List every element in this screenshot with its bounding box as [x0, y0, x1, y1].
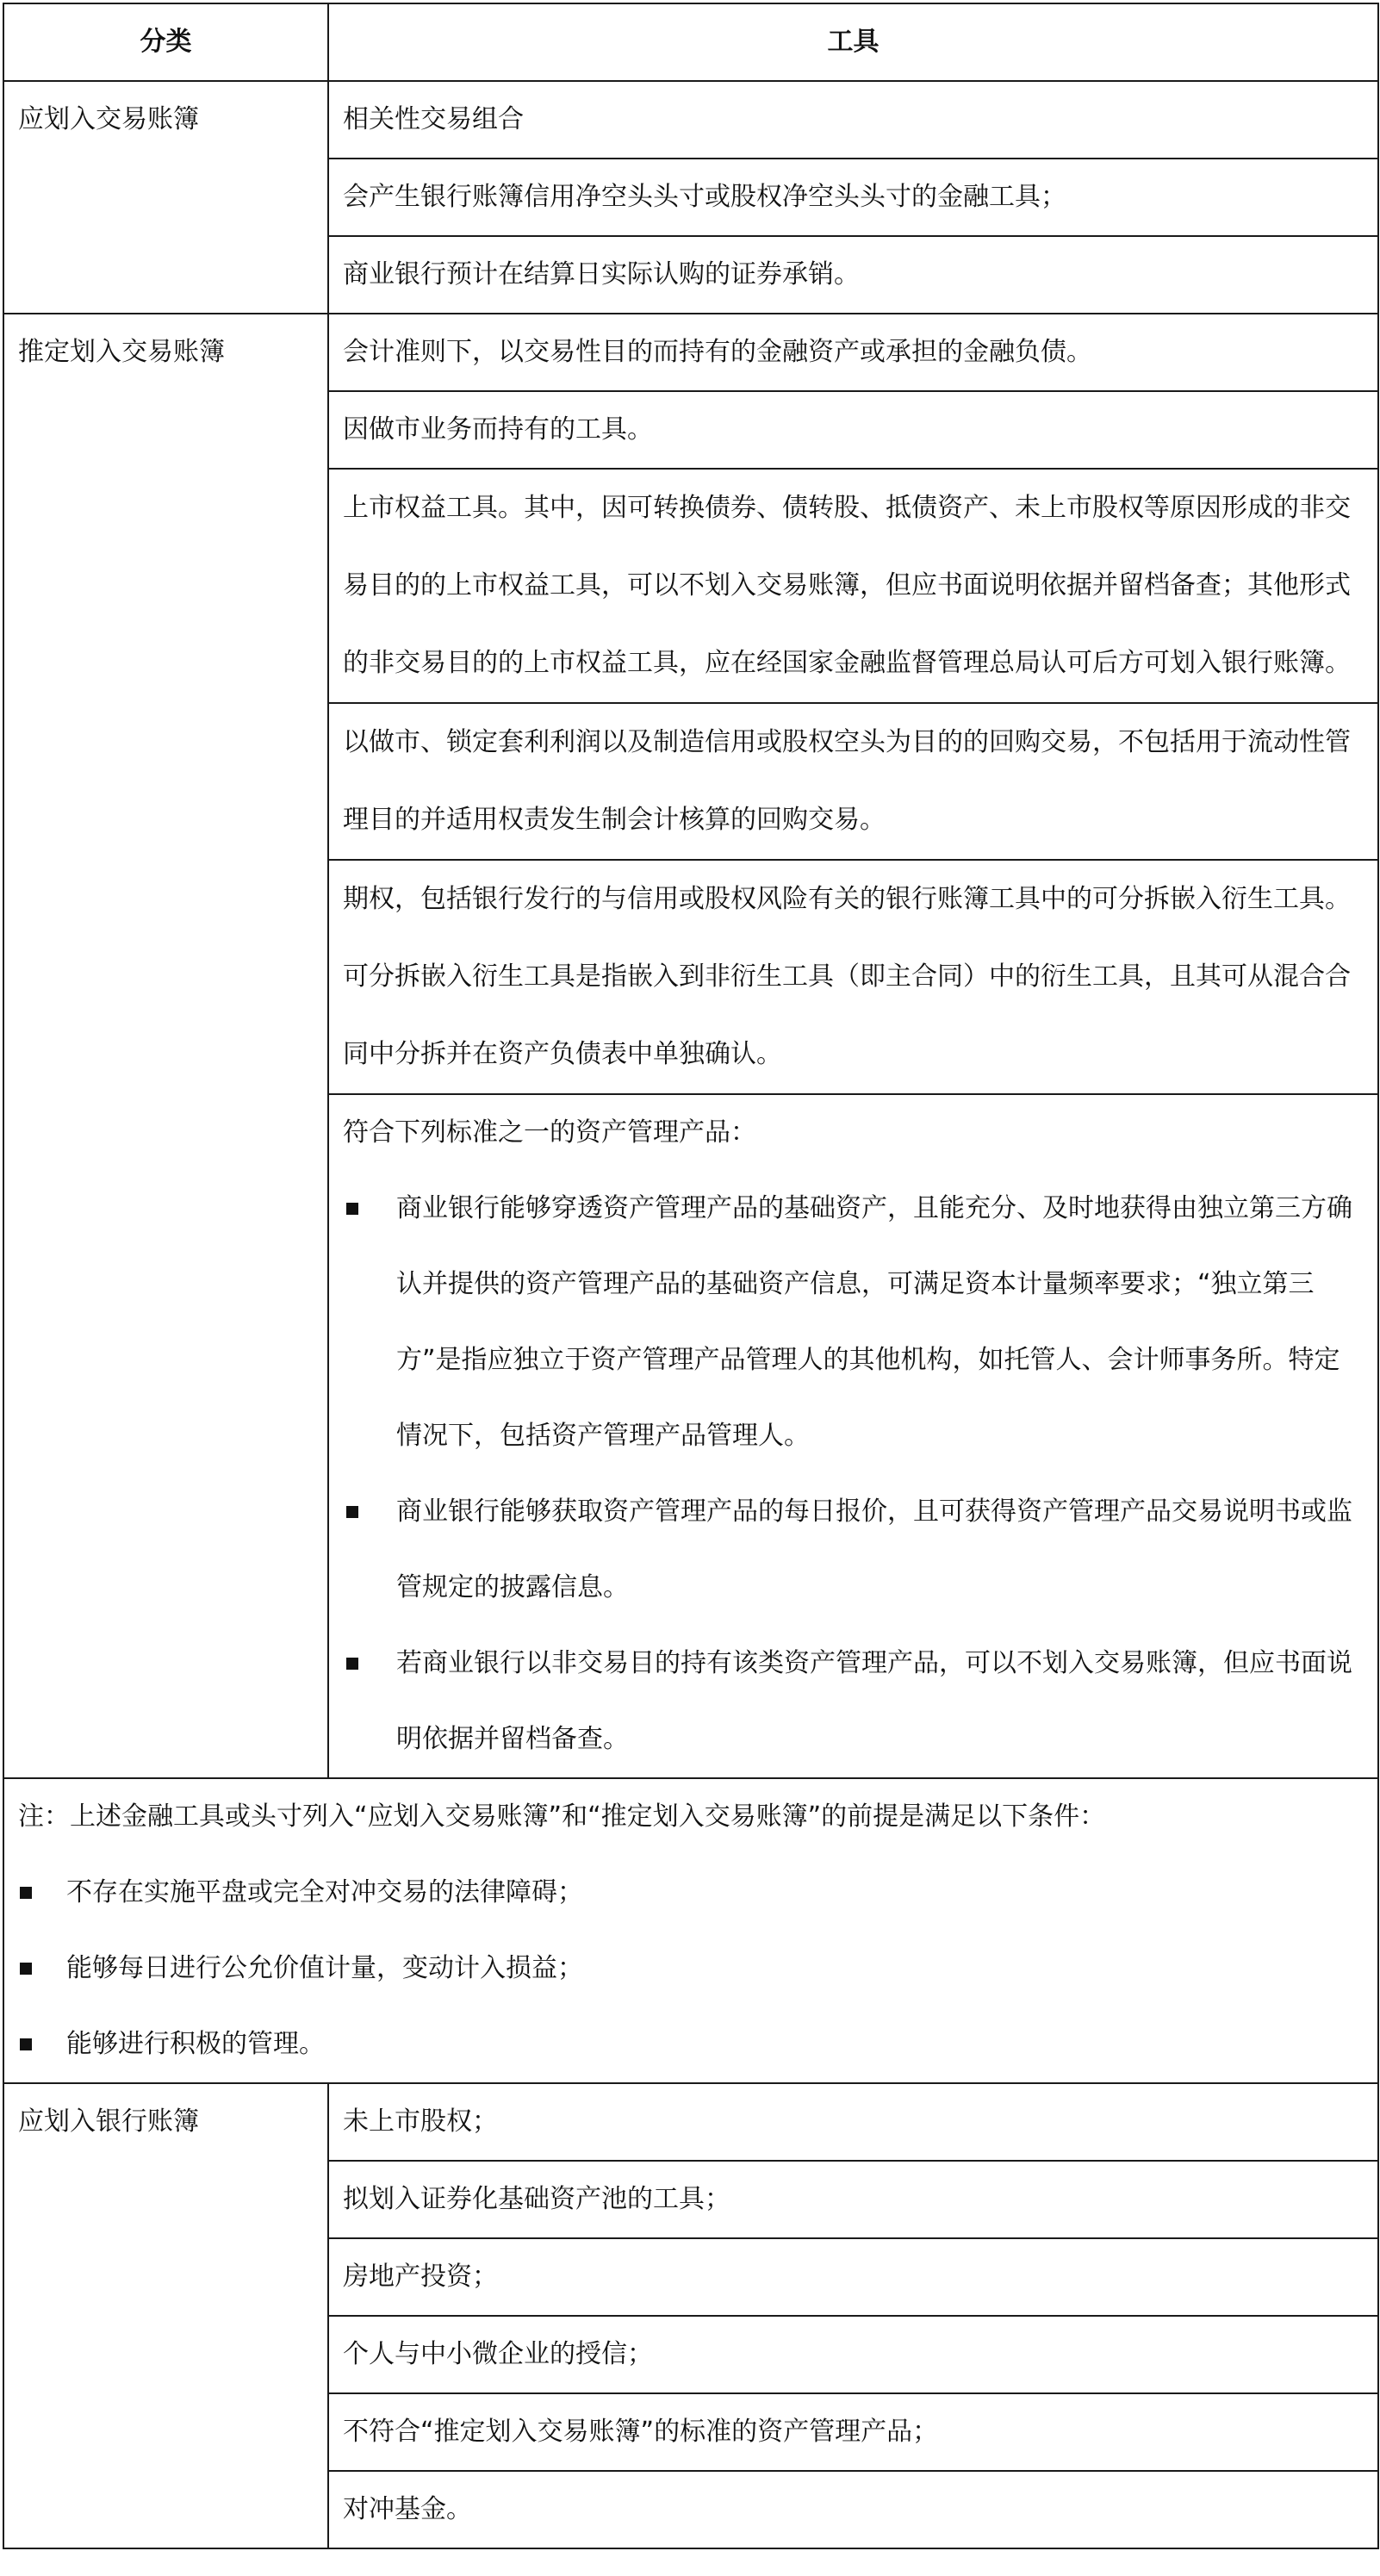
- header-tool: 工具: [328, 3, 1378, 81]
- tool-cell: 对冲基金。: [328, 2471, 1378, 2548]
- note-text: 注：上述金融工具或头寸列入“应划入交易账簿”和“推定划入交易账簿”的前提是满足以下条件：: [18, 1801, 1106, 1832]
- bullet-text: 若商业银行以非交易目的持有该类资产管理产品，可以不划入交易账簿，但应书面说明依据并留档备查。: [396, 1648, 1352, 1754]
- list-item: [18, 2007, 1364, 2082]
- table-header-row: [3, 3, 1378, 81]
- table-row: [3, 314, 1378, 391]
- list-item: [18, 1931, 1364, 2007]
- square-bullet-icon: [20, 2038, 32, 2050]
- tool-cell: 个人与中小微企业的授信；: [328, 2316, 1378, 2393]
- tool-cell: 房地产投资；: [328, 2238, 1378, 2316]
- header-category: 分类: [3, 3, 328, 81]
- square-bullet-icon: [346, 1203, 358, 1215]
- square-bullet-icon: [20, 1963, 32, 1975]
- tool-cell: 未上市股权；: [328, 2083, 1378, 2161]
- bullet-text: 不存在实施平盘或完全对冲交易的法律障碍；: [66, 1877, 583, 1907]
- list-item: [343, 1474, 1364, 1626]
- table-row: [3, 81, 1378, 159]
- classification-table: [3, 3, 1379, 2549]
- tool-cell: 拟划入证券化基础资产池的工具；: [328, 2161, 1378, 2238]
- note-row: [3, 1778, 1378, 2083]
- tool-cell: 期权，包括银行发行的与信用或股权风险有关的银行账簿工具中的可分拆嵌入衍生工具。可分拆嵌入衍生工具是指嵌入到非衍生工具（即主合同）中的衍生工具，且其可从混合合同中分拆并在资产负债表中单独确认。: [328, 860, 1378, 1094]
- note-cell: [3, 1778, 1378, 2083]
- list-item: [18, 1855, 1364, 1931]
- category-trading-presumed: 推定划入交易账簿: [3, 314, 328, 1778]
- tool-cell: 相关性交易组合: [328, 81, 1378, 159]
- category-trading-required: 应划入交易账簿: [3, 81, 328, 314]
- bullet-text: 能够每日进行公允价值计量，变动计入损益；: [66, 1953, 583, 1983]
- asset-management-cell: [328, 1094, 1378, 1778]
- table-row: [3, 2083, 1378, 2161]
- asset-management-intro: 符合下列标准之一的资产管理产品：: [343, 1117, 756, 1148]
- tool-cell: 因做市业务而持有的工具。: [328, 391, 1378, 469]
- tool-cell: 不符合“推定划入交易账簿”的标准的资产管理产品；: [328, 2393, 1378, 2471]
- tool-cell: 上市权益工具。其中，因可转换债券、债转股、抵债资产、未上市股权等原因形成的非交易目的的上市权益工具，可以不划入交易账簿，但应书面说明依据并留档备查；其他形式的非交易目的的上市权益工具，应在经国家金融监督管理总局认可后方可划入银行账簿。: [328, 469, 1378, 703]
- category-banking-required: 应划入银行账簿: [3, 2083, 328, 2548]
- square-bullet-icon: [20, 1887, 32, 1899]
- list-item: [343, 1171, 1364, 1474]
- bullet-text: 商业银行能够获取资产管理产品的每日报价，且可获得资产管理产品交易说明书或监管规定的披露信息。: [396, 1496, 1352, 1602]
- square-bullet-icon: [346, 1658, 358, 1670]
- tool-cell: 会计准则下，以交易性目的而持有的金融资产或承担的金融负债。: [328, 314, 1378, 391]
- bullet-text: 能够进行积极的管理。: [66, 2029, 325, 2059]
- square-bullet-icon: [346, 1506, 358, 1518]
- tool-cell: 会产生银行账簿信用净空头头寸或股权净空头头寸的金融工具；: [328, 159, 1378, 236]
- bullet-text: 商业银行能够穿透资产管理产品的基础资产，且能充分、及时地获得由独立第三方确认并提供的资产管理产品的基础资产信息，可满足资本计量频率要求；“独立第三方”是指应独立于资产管理产品管理人的其他机构，如托管人、会计师事务所。特定情况下，包括资产管理产品管理人。: [396, 1193, 1352, 1451]
- tool-cell: 以做市、锁定套利利润以及制造信用或股权空头为目的的回购交易，不包括用于流动性管理目的并适用权责发生制会计核算的回购交易。: [328, 703, 1378, 860]
- list-item: [343, 1626, 1364, 1777]
- tool-cell: 商业银行预计在结算日实际认购的证券承销。: [328, 236, 1378, 314]
